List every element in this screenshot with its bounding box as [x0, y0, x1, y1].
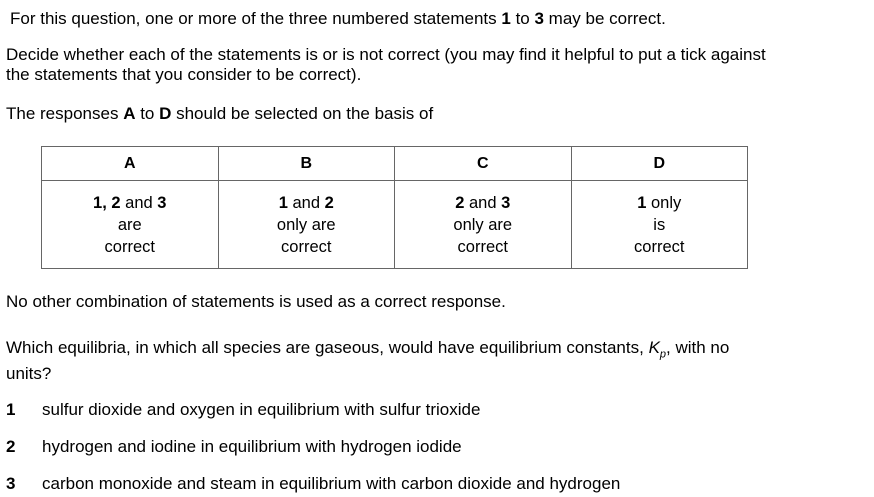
response-header-a: A — [42, 147, 219, 181]
response-cell-d — [571, 181, 748, 269]
response-cell-line2: are — [117, 215, 142, 234]
instructions-line-2: the statements that you consider to be correct). — [6, 65, 362, 84]
instructions-line-1: Decide whether each of the statements is or is not correct (you may find it helpful to put a tick against — [6, 45, 766, 64]
basis-d: D — [159, 104, 172, 123]
response-key-table — [41, 146, 748, 269]
response-cell-line1: 2 and 3 — [455, 193, 511, 212]
response-cell-a — [42, 181, 219, 269]
statement-number: 1 — [6, 400, 16, 419]
statement-3 — [6, 474, 620, 494]
response-cell-c — [395, 181, 572, 269]
instructions-text — [6, 45, 766, 85]
statement-text: carbon monoxide and steam in equilibrium with carbon dioxide and hydrogen — [42, 474, 621, 493]
response-cell-line3: correct — [104, 237, 155, 256]
question-line-1: Which equilibria, in which all species are gaseous, would have equilibrium constants, $K_p$, with no — [6, 338, 730, 361]
basis-post: should be selected on the basis of — [171, 104, 434, 123]
basis-a: A — [123, 104, 136, 123]
basis-text — [6, 104, 433, 124]
response-cell-line2: only are — [453, 215, 513, 234]
question-line-2: units? — [6, 364, 52, 384]
no-other-combination-text: No other combination of statements is used as a correct response. — [6, 292, 506, 311]
basis-pre: The responses — [6, 104, 124, 123]
response-cell-line3: correct — [634, 237, 685, 256]
intro-pre: For this question, one or more of the three numbered statements — [10, 9, 502, 28]
response-cell-line1: 1, 2 and 3 — [93, 193, 167, 212]
response-cell-line2: is — [653, 215, 666, 234]
statement-1 — [6, 400, 480, 420]
statement-number: 3 — [6, 474, 16, 493]
intro-text — [10, 9, 666, 29]
intro-num3: 3 — [534, 9, 544, 28]
response-cell-line3: correct — [281, 237, 332, 256]
statement-text: sulfur dioxide and oxygen in equilibrium with sulfur trioxide — [42, 400, 481, 419]
response-cell-line1: 1 only — [637, 193, 682, 212]
basis-mid: to — [135, 104, 160, 123]
statement-text: hydrogen and iodine in equilibrium with hydrogen iodide — [42, 437, 462, 456]
intro-num1: 1 — [501, 9, 511, 28]
statement-2 — [6, 437, 462, 457]
question-text — [6, 338, 729, 384]
response-header-c: C — [395, 147, 572, 181]
response-cell-line3: correct — [457, 237, 508, 256]
response-cell-line1: 1 and 2 — [278, 193, 334, 212]
intro-mid: to — [510, 9, 535, 28]
response-cell-b — [218, 181, 395, 269]
intro-post: may be correct. — [543, 9, 666, 28]
statement-number: 2 — [6, 437, 16, 456]
response-cell-line2: only are — [276, 215, 336, 234]
response-header-d: D — [571, 147, 748, 181]
response-header-b: B — [218, 147, 395, 181]
